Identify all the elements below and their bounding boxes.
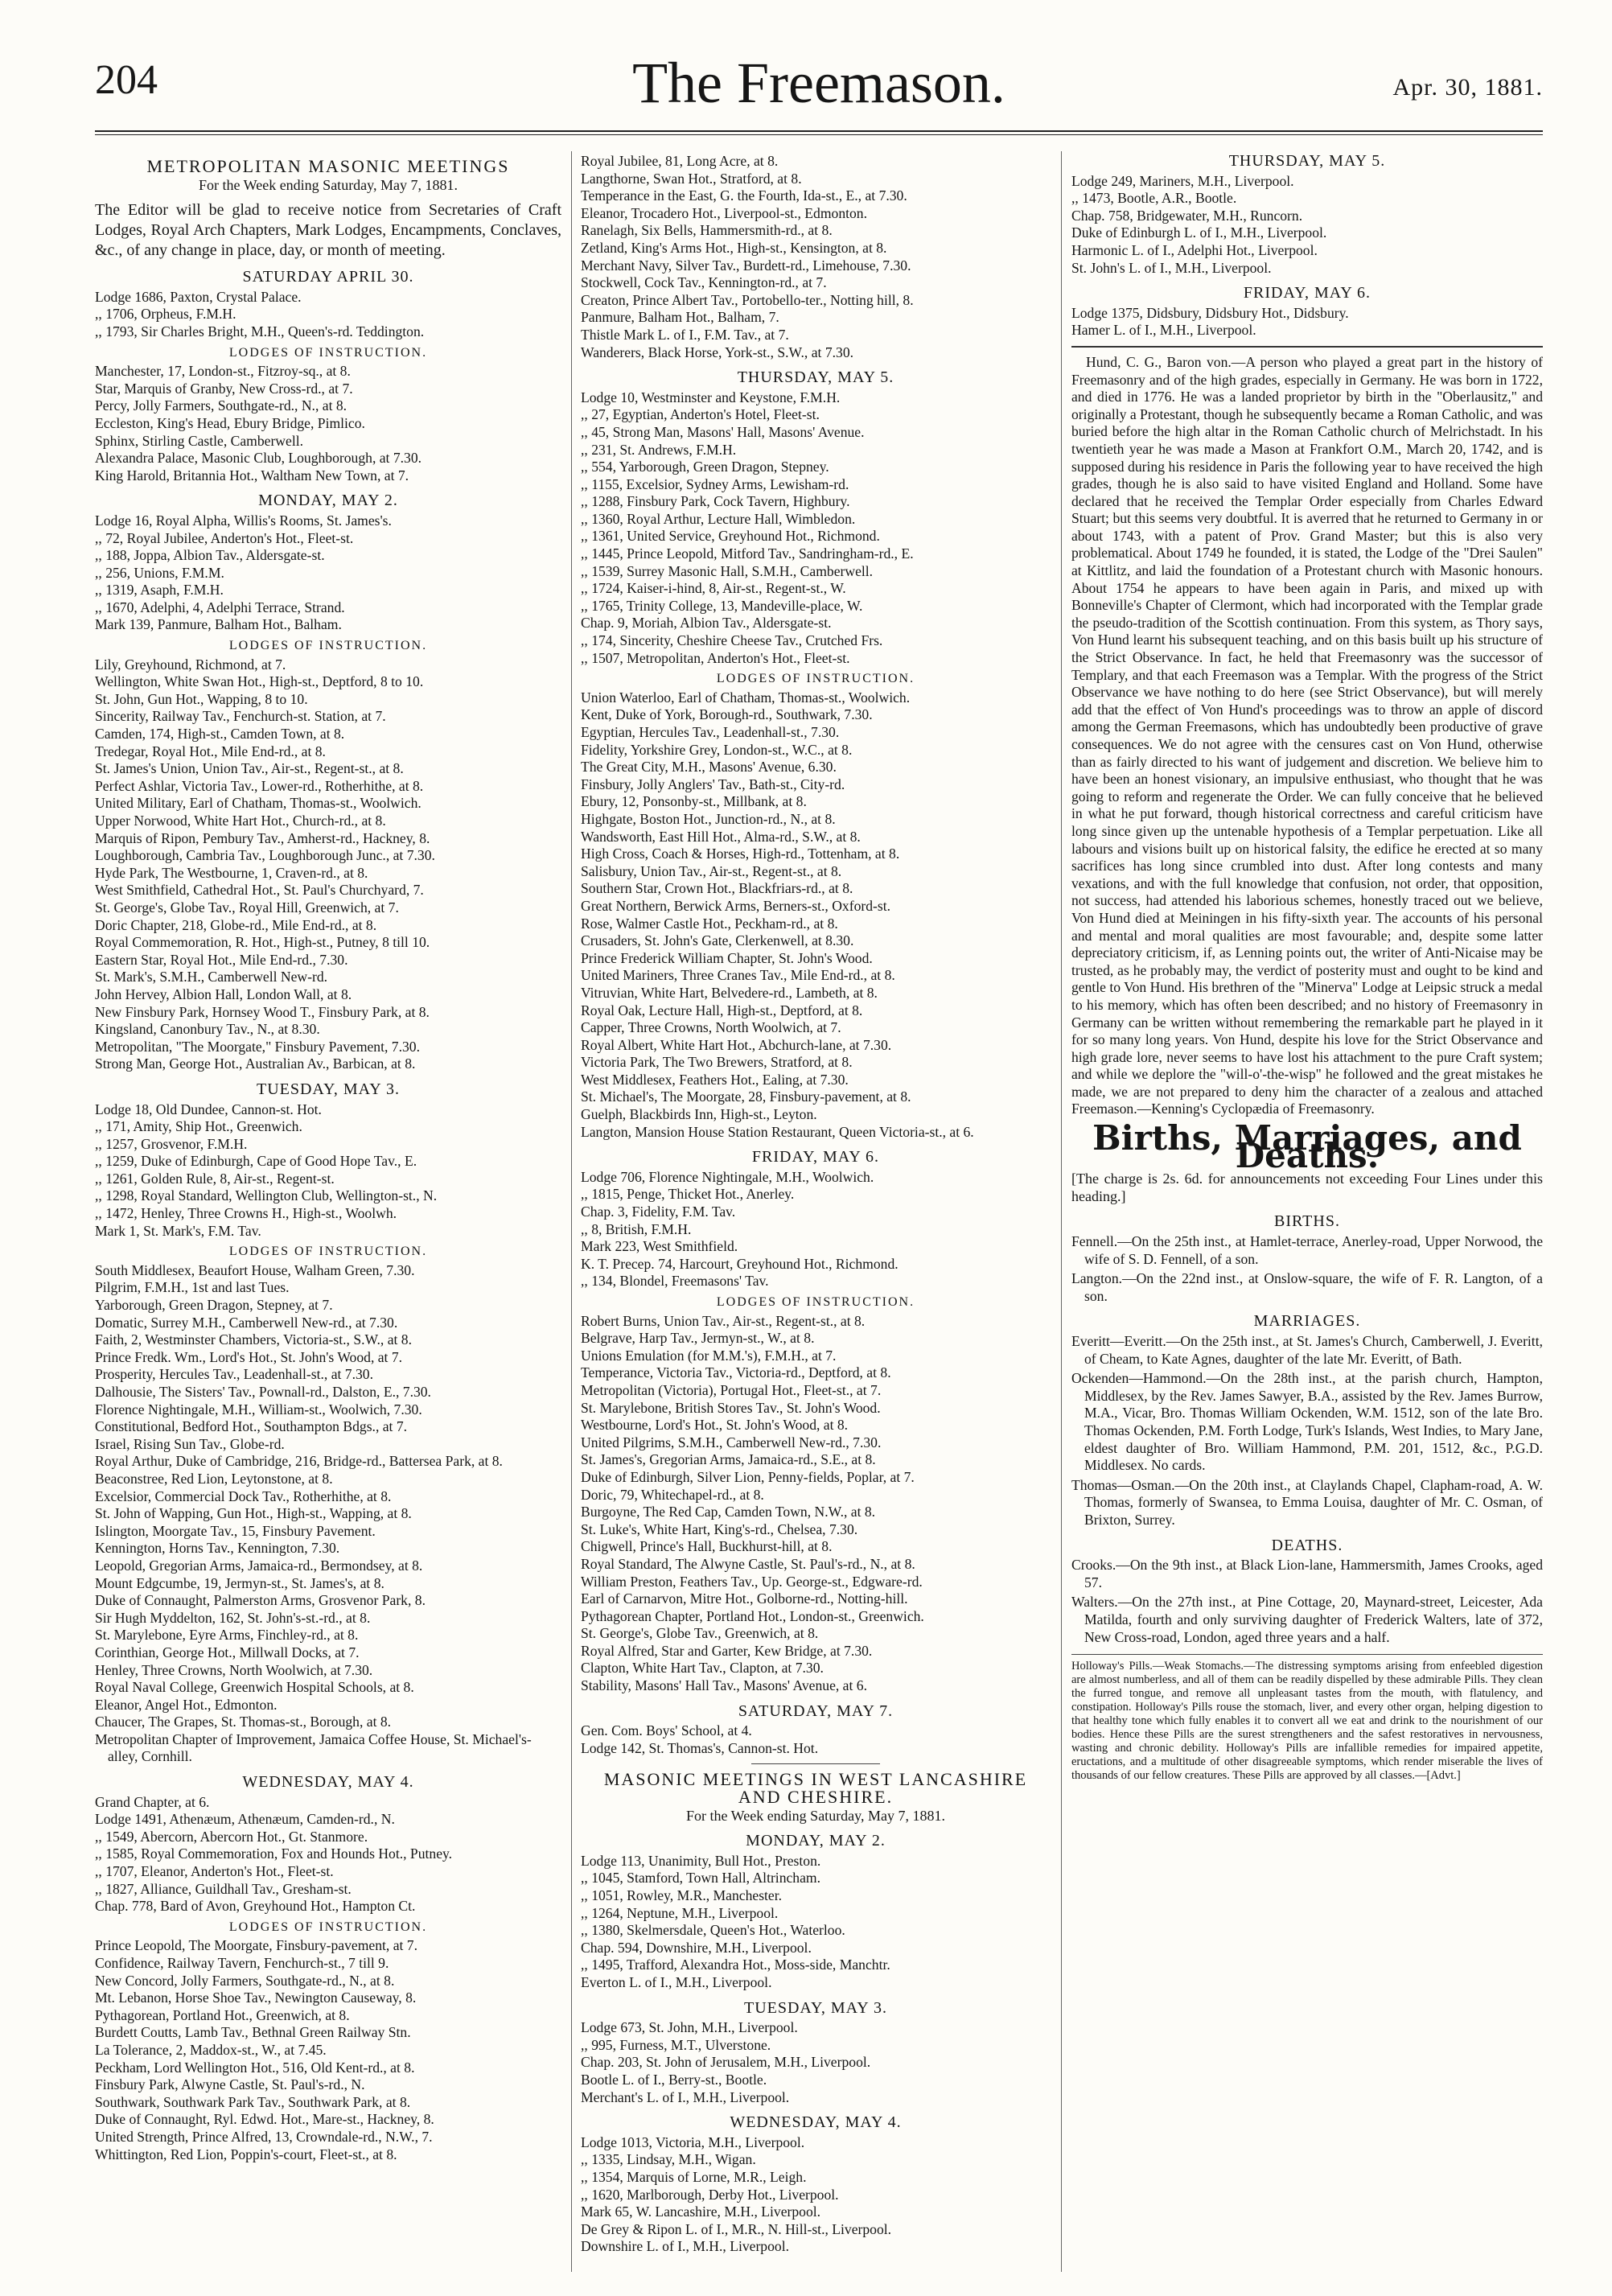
list-item: Lodge 673, St. John, M.H., Liverpool. <box>581 2019 798 2036</box>
list-item: Fidelity, Yorkshire Grey, London-st., W.C., at 8. <box>581 741 853 758</box>
list-item: Corinthian, George Hot., Millwall Docks, at 7. <box>95 1644 360 1660</box>
list-item: Constitutional, Bedford Hot., Southampton Bdgs., at 7. <box>95 1418 408 1435</box>
list-item: United Pilgrims, S.M.H., Camberwell New-rd., 7.30. <box>581 1434 882 1450</box>
list-item: Beaconstree, Red Lion, Leytonstone, at 8. <box>95 1470 333 1487</box>
list-item: Camden, 174, High-st., Camden Town, at 8. <box>95 726 345 743</box>
list-item: ,, 1264, Neptune, M.H., Liverpool. <box>581 1904 779 1921</box>
list-item: Zetland, King's Arms Hot., High-st., Kensington, at 8. <box>581 239 887 256</box>
list-item: Faith, 2, Westminster Chambers, Victoria-st., S.W., at 8. <box>95 1331 413 1348</box>
loi-heading: LODGES OF INSTRUCTION. <box>716 1295 915 1309</box>
list-item: ,, 1380, Skelmersdale, Queen's Hot., Waterloo. <box>581 1922 845 1939</box>
marriages-list <box>1071 1333 1543 1529</box>
list-item: Wellington, White Swan Hot., High-st., Deptford, 8 to 10. <box>95 673 424 690</box>
loi-heading: LODGES OF INSTRUCTION. <box>716 672 915 686</box>
article-von-hund: Hund, C. G., Baron von.—A person who played a great part in the history of Freemasonry and of the high grades, especially in Germany. He was born in 1722, and died in 1776. He was a landed proprietor by birth in the "Oberlausitz," and originally a Protestant, though he subsequently became a Roman Catholic, and was buried before the high altar in the Roman Catholic church of Melrichstadt. In his twentieth year he was made a Mason at Frankfort O.M., March 20, 1742, and is supposed during his residence in Paris the following year to have received the high grades, though he is also said to have visited England and Holland. Some have declared that he received the Templar Order especially from Charles Edward Stuart; but this seems very doubtful. It is averred that he returned to Germany in or about 1743, with a patent of Prov. Grand Master; but this is also very problematical. About 1749 he founded, it is stated, the Lodge of the "Drei Saulen" at Kittlitz, and laid the foundation of a Protestant church with Masonic honours. About 1754 he appears to have been again in Paris, and mixed up with Bonneville's Chapter of Clermont, which had incorporated with the Templar grade the pseudo-tradition of the Scottish continuation. From this system, as Thory says, Von Hund learnt his subsequent teaching, and on this basis built up his structure of the Strict Observance. In fact, he held that Freemasonry was the successor of Templary, and that each Freemason was a Templar. With the progress of the Strict Observance we have nothing to do here (see Strict Observance), but will merely add that the effect of Von Hund's proceedings was to throw an apple of discord among the German Freemasons, which has undoubtedly been productive of grave consequences. We do not agree with the censures cast on Von Hund, otherwise than as fairly directed to his want of judgement and discretion. We believe him to have been an honest visionary, an impulsive enthusiast, who thought that he was going to reform and regenerate the Order. We can fully conceive that he believed in what he put forward, though historical correctness and careful criticism have long since given up the untenable hypothesis of a Templar perpetuation. Like all labours and visions built up on historical falsity, the edifice he erected at so many sacrifices has long since crumbled into dust. After long contests and many vexations, and with the full knowledge that confusion, not order, that opposition, not success, had attended his laborious schemes, honestly traced out we believe, Von Hund died at Meiningen in his fifty-sixth year. The accounts of his personal and mental and moral qualities are most favourable; and, despite some latter depreciatory criticism, if, as Lenning points out, the writer of Anti-Nicaise may be trusted, as he probably may, the verdict of posterity must and ought to be kind and gentle to Von Hund. His brethren of the "Minerva" Lodge at Leipsic struck a medal to his memory, which has often been described; and no history of Freemasonry in Germany can be written without remembering the remarkable part he played in it for so many long years. Von Hund, despite his love for the Strict Observance and high grade lore, never seems to have lost his attachment to the pure Craft system; and while we deplore the "will-o'-the-wisp" he followed and the great mistakes he made, we are not prepared to deny him the character of a zealous and attached Freemason.—Kenning's Cyclopædia of Freemasonry. <box>1071 353 1543 1117</box>
list-item: ,, 1765, Trinity College, 13, Mandeville-place, W. <box>581 597 863 614</box>
list-item: Duke of Edinburgh, Silver Lion, Penny-fields, Poplar, at 7. <box>581 1468 915 1485</box>
column-2 <box>581 153 1051 2256</box>
list-item: Loughborough, Cambria Tav., Loughborough Junc., at 7.30. <box>95 847 435 864</box>
list-item: Chap. 594, Downshire, M.H., Liverpool. <box>581 1939 812 1956</box>
loi-heading: LODGES OF INSTRUCTION. <box>228 345 428 360</box>
list-item: King Harold, Britannia Hot., Waltham New Town, at 7. <box>95 467 409 483</box>
list-item: Ebury, 12, Ponsonby-st., Millbank, at 8. <box>581 793 807 810</box>
list-item: Downshire L. of I., M.H., Liverpool. <box>581 2238 789 2255</box>
list-item: Tredegar, Royal Hot., Mile End-rd., at 8. <box>95 743 326 759</box>
list-item: Metropolitan, "The Moorgate," Finsbury Pavement, 7.30. <box>95 1038 420 1055</box>
list-item: ,, 1051, Rowley, M.R., Manchester. <box>581 1887 783 1903</box>
list-item: Finsbury Park, Alwyne Castle, St. Paul's-rd., N. <box>95 2076 365 2093</box>
list-item: Pythagorean, Portland Hot., Greenwich, at 8. <box>95 2006 350 2023</box>
list-item: ,, 171, Amity, Ship Hot., Greenwich. <box>95 1118 302 1135</box>
list-item: ,, 188, Joppa, Albion Tav., Aldersgate-st. <box>95 547 325 564</box>
list-item: Merchant's L. of I., M.H., Liverpool. <box>581 2088 790 2105</box>
loi-list <box>581 689 1051 1141</box>
list-item: ,, 256, Unions, F.M.M. <box>95 564 224 581</box>
list-item: St. Marylebone, Eyre Arms, Finchley-rd., at 8. <box>95 1627 359 1644</box>
list-item: ,, 1670, Adelphi, 4, Adelphi Terrace, Strand. <box>95 599 345 615</box>
list-item: Eccleston, King's Head, Ebury Bridge, Pimlico. <box>95 414 365 431</box>
list-item: ,, 174, Sincerity, Cheshire Cheese Tav., Crutched Frs. <box>581 632 883 649</box>
list-item: Peckham, Lord Wellington Hot., 516, Old Kent-rd., at 8. <box>95 2059 415 2076</box>
section-subheading: For the Week ending Saturday, May 7, 1881. <box>686 1807 945 1824</box>
list-item: Temperance, Victoria Tav., Victoria-rd., Deptford, at 8. <box>581 1364 891 1381</box>
list-item: ,, 1261, Golden Rule, 8, Air-st., Regent-st. <box>95 1170 335 1187</box>
list-item: Crusaders, St. John's Gate, Clerkenwell, at 8.30. <box>581 932 854 949</box>
list-item: Doric, 79, Whitechapel-rd., at 8. <box>581 1486 764 1503</box>
list-item: Chaucer, The Grapes, St. Thomas-st., Borough, at 8. <box>95 1714 392 1730</box>
list-item: Everton L. of I., M.H., Liverpool. <box>581 1973 772 1990</box>
list-item: ,, 1620, Marlborough, Derby Hot., Liverpool. <box>581 2186 839 2203</box>
list-item: Prince Leopold, The Moorgate, Finsbury-pavement, at 7. <box>95 1937 417 1954</box>
lodge-list <box>1071 305 1543 339</box>
list-item: West Middlesex, Feathers Hot., Ealing, at 7.30. <box>581 1071 849 1088</box>
list-item: Grand Chapter, at 6. <box>95 1793 210 1810</box>
list-item: St. Michael's, The Moorgate, 28, Finsbury-pavement, at 8. <box>581 1088 911 1105</box>
day-heading: WEDNESDAY, MAY 4. <box>730 2113 902 2132</box>
lodge-list <box>95 1794 561 1915</box>
page-number: 204 <box>95 57 158 103</box>
lodge-list <box>95 512 561 634</box>
section-subheading: For the Week ending Saturday, May 7, 1881. <box>199 176 458 193</box>
list-item: Kennington, Horns Tav., Kennington, 7.30. <box>95 1540 340 1557</box>
lodge-list <box>95 1101 561 1241</box>
list-item: Langton.—On the 22nd inst., at Onslow-square, the wife of F. R. Langton, of a son. <box>1071 1270 1543 1304</box>
list-item: Rose, Walmer Castle Hot., Peckham-rd., at 8. <box>581 915 838 932</box>
list-item: Metropolitan Chapter of Improvement, Jamaica Coffee House, St. Michael's-alley, Cornhill. <box>95 1730 532 1765</box>
list-item: Chap. 9, Moriah, Albion Tav., Aldersgate-st. <box>581 615 832 632</box>
list-item: ,, 1472, Henley, Three Crowns H., High-st., Woolwh. <box>95 1205 397 1222</box>
list-item: ,, 1155, Excelsior, Sydney Arms, Lewisham-rd. <box>581 475 849 492</box>
list-item: Metropolitan (Victoria), Portugal Hot., Fleet-st., at 7. <box>581 1381 882 1398</box>
list-item: Clapton, White Hart Tav., Clapton, at 7.30. <box>581 1660 824 1677</box>
list-item: Wanderers, Black Horse, York-st., S.W., at 7.30. <box>581 344 854 360</box>
list-item: St. George's, Globe Tav., Greenwich, at 8. <box>581 1625 819 1642</box>
list-item: Stockwell, Cock Tav., Kennington-rd., at 7. <box>581 274 827 291</box>
list-item: Thistle Mark L. of I., F.M. Tav., at 7. <box>581 326 789 343</box>
list-item: Dalhousie, The Sisters' Tav., Pownall-rd., Dalston, E., 7.30. <box>95 1384 431 1400</box>
list-item: St. Mark's, S.M.H., Camberwell New-rd. <box>95 969 328 985</box>
list-item: Harmonic L. of I., Adelphi Hot., Liverpool. <box>1071 241 1318 258</box>
list-item: Doric Chapter, 218, Globe-rd., Mile End-rd., at 8. <box>95 916 377 933</box>
list-item: Victoria Park, The Two Brewers, Stratford, at 8. <box>581 1054 853 1071</box>
column-rule-1 <box>571 151 572 2272</box>
column-3 <box>1071 153 1543 1783</box>
list-item: Capper, Three Crowns, North Woolwich, at 7. <box>581 1019 841 1036</box>
list-item: Pythagorean Chapter, Portland Hot., London-st., Greenwich. <box>581 1607 924 1624</box>
list-item: West Smithfield, Cathedral Hot., St. Paul's Churchyard, 7. <box>95 882 424 899</box>
list-item: Everitt—Everitt.—On the 25th inst., at St. James's Church, Camberwell, J. Everitt, of Cheam, to Kate Agnes, daughter of the late Mr. Everitt, of Bath. <box>1071 1333 1543 1367</box>
list-item: Lodge 1013, Victoria, M.H., Liverpool. <box>581 2133 805 2150</box>
section-heading: MASONIC MEETINGS IN WEST LANCASHIRE AND CHESHIRE. <box>603 1769 1028 1808</box>
editor-notice: The Editor will be glad to receive notice from Secretaries of Craft Lodges, Royal Arch Chapters, Mark Lodges, Encampments, Conclaves, &c., of any change in place, day, or month of meeting. <box>95 201 561 260</box>
list-item: Panmure, Balham Hot., Balham, 7. <box>581 309 779 326</box>
loi-list <box>581 1313 1051 1695</box>
list-item: ,, 1259, Duke of Edinburgh, Cape of Good Hope Tav., E. <box>95 1153 417 1170</box>
list-item: Burdett Coutts, Lamb Tav., Bethnal Green Railway Stn. <box>95 2024 411 2041</box>
day-heading: TUESDAY, MAY 3. <box>743 1998 887 2017</box>
loi-list <box>95 1262 561 1766</box>
list-item: ,, 1585, Royal Commemoration, Fox and Hounds Hot., Putney. <box>95 1845 453 1862</box>
list-item: South Middlesex, Beaufort House, Walham Green, 7.30. <box>95 1261 415 1278</box>
list-item: ,, 995, Furness, M.T., Ulverstone. <box>581 2036 771 2053</box>
list-item: Hyde Park, The Westbourne, 1, Craven-rd., at 8. <box>95 864 368 881</box>
list-item: ,, 1257, Grosvenor, F.M.H. <box>95 1135 248 1152</box>
list-item: Chap. 3, Fidelity, F.M. Tav. <box>581 1204 736 1220</box>
list-item: Lodge 706, Florence Nightingale, M.H., Woolwich. <box>581 1168 874 1185</box>
list-item: Yarborough, Green Dragon, Stepney, at 7. <box>95 1297 333 1314</box>
list-item: Kingsland, Canonbury Tav., N., at 8.30. <box>95 1021 320 1038</box>
list-item: Lodge 10, Westminster and Keystone, F.M.H. <box>581 389 841 405</box>
list-item: Prince Frederick William Chapter, St. John's Wood. <box>581 949 873 966</box>
births-heading: BIRTHS. <box>1274 1212 1340 1231</box>
list-item: Manchester, 17, London-st., Fitzroy-sq., at 8. <box>95 363 351 380</box>
list-item: Eleanor, Trocadero Hot., Liverpool-st., Edmonton. <box>581 204 867 221</box>
list-item: Sphinx, Stirling Castle, Camberwell. <box>95 432 304 449</box>
list-item: Unions Emulation (for M.M.'s), F.M.H., at 7. <box>581 1347 837 1364</box>
list-item: ,, 1298, Royal Standard, Wellington Club, Wellington-st., N. <box>95 1187 438 1204</box>
list-item: Lodge 113, Unanimity, Bull Hot., Preston. <box>581 1852 821 1869</box>
list-item: ,, 1724, Kaiser-i-hind, 8, Air-st., Regent-st., W. <box>581 580 846 597</box>
day-heading: THURSDAY, MAY 5. <box>737 368 894 387</box>
list-item: Hamer L. of I., M.H., Liverpool. <box>1071 322 1256 339</box>
list-item: St. John, Gun Hot., Wapping, 8 to 10. <box>95 690 308 707</box>
list-item: John Hervey, Albion Hall, London Wall, at 8. <box>95 985 352 1002</box>
list-item: ,, 1793, Sir Charles Bright, M.H., Queen's-rd. Teddington. <box>95 323 425 339</box>
list-item: Perfect Ashlar, Victoria Tav., Lower-rd., Rotherhithe, at 8. <box>95 777 424 794</box>
lodge-list <box>581 2134 1051 2256</box>
list-item: Crooks.—On the 9th inst., at Black Lion-lane, Hammersmith, James Crooks, aged 57. <box>1071 1557 1543 1590</box>
list-item: Southern Star, Crown Hot., Blackfriars-rd., at 8. <box>581 880 853 897</box>
lodge-list <box>581 389 1051 668</box>
list-item: ,, 231, St. Andrews, F.M.H. <box>581 441 737 458</box>
list-item: Henley, Three Crowns, North Woolwich, at 7.30. <box>95 1661 373 1678</box>
section-separator <box>751 1763 880 1764</box>
list-item: Mark 223, West Smithfield. <box>581 1238 738 1255</box>
loi-list <box>581 153 1051 361</box>
list-item: ,, 134, Blondel, Freemasons' Tav. <box>581 1273 769 1290</box>
marriages-heading: MARRIAGES. <box>1253 1312 1361 1331</box>
list-item: Langthorne, Swan Hot., Stratford, at 8. <box>581 170 802 187</box>
lodge-list <box>1071 173 1543 278</box>
list-item: Israel, Rising Sun Tav., Globe-rd. <box>95 1435 285 1452</box>
list-item: ,, 1354, Marquis of Lorne, M.R., Leigh. <box>581 2168 807 2185</box>
list-item: Marquis of Ripon, Pembury Tav., Amherst-rd., Hackney, 8. <box>95 829 430 846</box>
column-rule-2 <box>1061 151 1062 2272</box>
births-list <box>1071 1233 1543 1305</box>
list-item: Vitruvian, White Hart, Belvedere-rd., Lambeth, at 8. <box>581 984 878 1001</box>
section-heading: METROPOLITAN MASONIC MEETINGS <box>146 156 510 176</box>
list-item: United Military, Earl of Chatham, Thomas-st., Woolwich. <box>95 795 422 812</box>
list-item: Merchant Navy, Silver Tav., Burdett-rd., Limehouse, 7.30. <box>581 257 911 274</box>
list-item: Lodge 142, St. Thomas's, Cannon-st. Hot. <box>581 1739 819 1756</box>
list-item: ,, 1706, Orpheus, F.M.H. <box>95 306 236 323</box>
lodge-list <box>581 2019 1051 2106</box>
list-item: Chap. 778, Bard of Avon, Greyhound Hot., Hampton Ct. <box>95 1898 416 1915</box>
list-item: ,, 1361, United Service, Greyhound Hot., Richmond. <box>581 528 880 545</box>
list-item: Chap. 203, St. John of Jerusalem, M.H., Liverpool. <box>581 2054 871 2071</box>
list-item: High Cross, Coach & Horses, High-rd., Tottenham, at 8. <box>581 846 900 862</box>
list-item: Duke of Edinburgh L. of I., M.H., Liverpool. <box>1071 224 1327 241</box>
lodge-list <box>581 1169 1051 1290</box>
list-item: United Strength, Prince Alfred, 13, Crowndale-rd., N.W., 7. <box>95 2128 433 2145</box>
list-item: ,, 1827, Alliance, Guildhall Tav., Gresham-st. <box>95 1880 352 1897</box>
list-item: Fennell.—On the 25th inst., at Hamlet-terrace, Anerley-road, Upper Norwood, the wife of S. D. Fennell, of a son. <box>1071 1233 1543 1267</box>
list-item: Eastern Star, Royal Hot., Mile End-rd., 7.30. <box>95 951 348 968</box>
list-item: Royal Arthur, Duke of Cambridge, 216, Bridge-rd., Battersea Park, at 8. <box>95 1453 503 1470</box>
loi-list <box>95 656 561 1073</box>
issue-date: Apr. 30, 1881. <box>1392 74 1543 101</box>
list-item: New Finsbury Park, Hornsey Wood T., Finsbury Park, at 8. <box>95 1003 430 1020</box>
list-item: ,, 1473, Bootle, A.R., Bootle. <box>1071 190 1237 207</box>
day-heading: SATURDAY APRIL 30. <box>242 268 414 286</box>
masthead-rule-thin <box>95 134 1543 135</box>
list-item: United Mariners, Three Cranes Tav., Mile End-rd., at 8. <box>581 967 895 984</box>
list-item: Robert Burns, Union Tav., Air-st., Regent-st., at 8. <box>581 1312 866 1329</box>
list-item: Royal Naval College, Greenwich Hospital Schools, at 8. <box>95 1679 414 1696</box>
list-item: Royal Standard, The Alwyne Castle, St. Paul's-rd., N., at 8. <box>581 1555 915 1572</box>
list-item: Mark 1, St. Mark's, F.M. Tav. <box>95 1222 261 1239</box>
day-heading: SATURDAY, MAY 7. <box>738 1701 894 1720</box>
list-item: Earl of Carnarvon, Mitre Hot., Golborne-rd., Notting-hill. <box>581 1590 908 1607</box>
list-item: St. Luke's, White Hart, King's-rd., Chelsea, 7.30. <box>581 1520 858 1537</box>
list-item: Royal Oak, Lecture Hall, High-st., Deptford, at 8. <box>581 1002 863 1018</box>
list-item: Mark 139, Panmure, Balham Hot., Balham. <box>95 616 342 633</box>
list-item: ,, 1288, Finsbury Park, Cock Tavern, Highbury. <box>581 493 850 510</box>
list-item: St. James's, Gregorian Arms, Jamaica-rd., S.E., at 8. <box>581 1451 876 1468</box>
list-item: Islington, Moorgate Tav., 15, Finsbury Pavement. <box>95 1522 376 1539</box>
list-item: Royal Commemoration, R. Hot., High-st., Putney, 8 till 10. <box>95 934 430 951</box>
loi-list <box>95 363 561 484</box>
list-item: ,, 1507, Metropolitan, Anderton's Hot., Fleet-st. <box>581 649 850 666</box>
list-item: Prosperity, Hercules Tav., Leadenhall-st., at 7.30. <box>95 1366 373 1383</box>
list-item: Belgrave, Harp Tav., Jermyn-st., W., at 8. <box>581 1330 815 1347</box>
section-separator <box>1071 346 1543 348</box>
list-item: The Great City, M.H., Masons' Avenue, 6.30. <box>581 759 837 776</box>
list-item: Chap. 758, Bridgewater, M.H., Runcorn. <box>1071 207 1303 224</box>
bmd-charge-note: [The charge is 2s. 6d. for announcements not exceeding Four Lines under this heading.] <box>1071 1171 1543 1204</box>
list-item: ,, 554, Yarborough, Green Dragon, Stepney. <box>581 459 829 475</box>
list-item: Westbourne, Lord's Hot., St. John's Wood, at 8. <box>581 1417 849 1434</box>
day-heading: MONDAY, MAY 2. <box>258 492 398 510</box>
list-item: Domatic, Surrey M.H., Camberwell New-rd., at 7.30. <box>95 1314 398 1331</box>
loi-list <box>95 1937 561 2163</box>
list-item: Wandsworth, East Hill Hot., Alma-rd., S.W., at 8. <box>581 828 861 845</box>
list-item: Star, Marquis of Granby, New Cross-rd., at 7. <box>95 380 353 397</box>
list-item: ,, 1815, Penge, Thicket Hot., Anerley. <box>581 1186 795 1203</box>
list-item: Thomas—Osman.—On the 20th inst., at Claylands Chapel, Clapham-road, A. W. Thomas, formerly of Swansea, to Emma Louisa, daughter of Mr. C. Osman, of Brixton, Surrey. <box>1071 1476 1543 1528</box>
list-item: Lodge 1375, Didsbury, Didsbury Hot., Didsbury. <box>1071 304 1349 321</box>
list-item: Confidence, Railway Tavern, Fenchurch-st., 7 till 9. <box>95 1955 389 1971</box>
day-heading: FRIDAY, MAY 6. <box>1243 284 1371 302</box>
loi-heading: LODGES OF INSTRUCTION. <box>228 1245 428 1259</box>
paper-title: The Freemason. <box>632 51 1005 115</box>
day-heading: FRIDAY, MAY 6. <box>751 1148 880 1167</box>
list-item: Great Northern, Berwick Arms, Berners-st., Oxford-st. <box>581 897 891 914</box>
list-item: Guelph, Blackbirds Inn, High-st., Leyton. <box>581 1106 817 1123</box>
list-item: Salisbury, Union Tav., Air-st., Regent-st., at 8. <box>581 862 842 879</box>
list-item: Langton, Mansion House Station Restaurant, Queen Victoria-st., at 6. <box>581 1123 974 1140</box>
list-item: Royal Jubilee, 81, Long Acre, at 8. <box>581 153 779 169</box>
list-item: Lodge 249, Mariners, M.H., Liverpool. <box>1071 172 1294 189</box>
list-item: St. James's Union, Union Tav., Air-st., Regent-st., at 8. <box>95 760 404 777</box>
list-item: ,, 1495, Trafford, Alexandra Hot., Moss-side, Manchtr. <box>581 1957 890 1973</box>
list-item: ,, 1360, Royal Arthur, Lecture Hall, Wimbledon. <box>581 510 856 527</box>
list-item: La Tolerance, 2, Maddox-st., W., at 7.45. <box>95 2041 327 2058</box>
lodge-list <box>581 1853 1051 1992</box>
list-item: St. George's, Globe Tav., Royal Hill, Greenwich, at 7. <box>95 899 399 916</box>
list-item: Percy, Jolly Farmers, Southgate-rd., N., at 8. <box>95 397 347 414</box>
list-item: Alexandra Palace, Masonic Club, Loughborough, at 7.30. <box>95 450 422 467</box>
list-item: Highgate, Boston Hot., Junction-rd., N., at 8. <box>581 810 836 827</box>
list-item: Temperance in the East, G. the Fourth, Ida-st., E., at 7.30. <box>581 187 907 204</box>
list-item: Ranelagh, Six Bells, Hammersmith-rd., at 8. <box>581 222 833 239</box>
list-item: Lodge 16, Royal Alpha, Willis's Rooms, St. James's. <box>95 512 392 529</box>
list-item: Florence Nightingale, M.H., William-st., Woolwich, 7.30. <box>95 1401 422 1418</box>
list-item: Southwark, Southwark Park Tav., Southwark Park, at 8. <box>95 2093 411 2110</box>
list-item: Lily, Greyhound, Richmond, at 7. <box>95 656 286 673</box>
list-item: Upper Norwood, White Hart Hot., Church-rd., at 8. <box>95 813 386 829</box>
list-item: Lodge 18, Old Dundee, Cannon-st. Hot. <box>95 1101 322 1117</box>
list-item: William Preston, Feathers Tav., Up. George-st., Edgware-rd. <box>581 1573 923 1590</box>
day-heading: THURSDAY, MAY 5. <box>1228 152 1386 170</box>
masthead-rule <box>95 130 1543 132</box>
list-item: Mark 65, W. Lancashire, M.H., Liverpool. <box>581 2203 821 2220</box>
list-item: ,, 8, British, F.M.H. <box>581 1220 692 1237</box>
list-item: Stability, Masons' Hall Tav., Masons' Avenue, at 6. <box>581 1677 867 1694</box>
list-item: Pilgrim, F.M.H., 1st and last Tues. <box>95 1279 290 1296</box>
list-item: Burgoyne, The Red Cap, Camden Town, N.W., at 8. <box>581 1504 876 1520</box>
list-item: De Grey & Ripon L. of I., M.R., N. Hill-st., Liverpool. <box>581 2220 892 2237</box>
list-item: New Concord, Jolly Farmers, Southgate-rd., N., at 8. <box>95 1972 395 1989</box>
list-item: Chigwell, Prince's Hall, Buckhurst-hill, at 8. <box>581 1538 833 1555</box>
list-item: Whittington, Red Lion, Poppin's-court, Fleet-st., at 8. <box>95 2146 397 2162</box>
list-item: St. John's L. of I., M.H., Liverpool. <box>1071 259 1272 276</box>
list-item: Eleanor, Angel Hot., Edmonton. <box>95 1696 278 1713</box>
list-item: ,, 1539, Surrey Masonic Hall, S.M.H., Camberwell. <box>581 562 874 579</box>
deaths-heading: DEATHS. <box>1271 1536 1343 1554</box>
list-item: Royal Alfred, Star and Garter, Kew Bridge, at 7.30. <box>581 1642 873 1659</box>
list-item: ,, 1707, Eleanor, Anderton's Hot., Fleet-st. <box>95 1863 334 1880</box>
list-item: Mt. Lebanon, Horse Shoe Tav., Newington Causeway, 8. <box>95 1989 417 2006</box>
list-item: Duke of Connaught, Ryl. Edwd. Hot., Mare-st., Hackney, 8. <box>95 2111 434 2128</box>
lodge-list <box>581 1722 1051 1757</box>
column-1 <box>95 153 561 2163</box>
deaths-list <box>1071 1557 1543 1646</box>
loi-heading: LODGES OF INSTRUCTION. <box>228 1920 428 1934</box>
list-item: Leopold, Gregorian Arms, Jamaica-rd., Bermondsey, at 8. <box>95 1557 423 1574</box>
list-item: ,, 45, Strong Man, Masons' Hall, Masons' Avenue. <box>581 423 865 440</box>
list-item: Excelsior, Commercial Dock Tav., Rotherhithe, at 8. <box>95 1487 392 1504</box>
list-item: Creaton, Prince Albert Tav., Portobello-ter., Notting hill, 8. <box>581 291 914 308</box>
list-item: Mount Edgcumbe, 19, Jermyn-st., St. James's, at 8. <box>95 1574 384 1591</box>
lodge-list <box>95 289 561 341</box>
list-item: Sir Hugh Myddelton, 162, St. John's-st.-rd., at 8. <box>95 1609 371 1626</box>
loi-heading: LODGES OF INSTRUCTION. <box>228 639 428 653</box>
list-item: Lodge 1686, Paxton, Crystal Palace. <box>95 288 302 305</box>
list-item: Ockenden—Hammond.—On the 28th inst., at the parish church, Hampton, Middlesex, by the Rev. James Sawyer, B.A., assisted by the Rev. James Burrow, M.A., Vicar, Bro. Thomas William Ockenden, W.M. 1512, son of the late Bro. Thomas Ockenden, P.M. Forth Lodge, Turk's Islands, West Indies, to Mary Jane, eldest daughter of Bro. William Hammond, P.M. 201, 1512, &c., P.G.D. Middlesex. No cards. <box>1071 1370 1543 1474</box>
list-item: Royal Albert, White Hart Hot., Abchurch-lane, at 7.30. <box>581 1036 892 1053</box>
list-item: Bootle L. of I., Berry-st., Bootle. <box>581 2071 767 2088</box>
list-item: ,, 72, Royal Jubilee, Anderton's Hot., Fleet-st. <box>95 529 354 546</box>
list-item: ,, 1549, Abercorn, Abercorn Hot., Gt. Stanmore. <box>95 1828 368 1845</box>
list-item: ,, 1045, Stamford, Town Hall, Altrincham. <box>581 1870 820 1887</box>
list-item: Union Waterloo, Earl of Chatham, Thomas-st., Woolwich. <box>581 689 911 706</box>
day-heading: MONDAY, MAY 2. <box>746 1832 886 1850</box>
list-item: Finsbury, Jolly Anglers' Tav., Bath-st., City-rd. <box>581 776 845 792</box>
list-item: ,, 1319, Asaph, F.M.H. <box>95 582 224 599</box>
list-item: K. T. Precep. 74, Harcourt, Greyhound Hot., Richmond. <box>581 1255 899 1272</box>
masthead <box>95 51 1543 125</box>
list-item: ,, 27, Egyptian, Anderton's Hotel, Fleet-st. <box>581 406 820 423</box>
list-item: Egyptian, Hercules Tav., Leadenhall-st., 7.30. <box>581 724 840 740</box>
list-item: Strong Man, George Hot., Australian Av., Barbican, at 8. <box>95 1055 416 1072</box>
list-item: Gen. Com. Boys' School, at 4. <box>581 1722 752 1739</box>
day-heading: WEDNESDAY, MAY 4. <box>242 1773 414 1792</box>
day-heading: TUESDAY, MAY 3. <box>256 1080 400 1098</box>
bmd-heading: Births, Marriages, and Deaths. <box>1092 1118 1522 1175</box>
list-item: St. John of Wapping, Gun Hot., High-st., Wapping, at 8. <box>95 1505 412 1522</box>
list-item: Prince Fredk. Wm., Lord's Hot., St. John's Wood, at 7. <box>95 1348 403 1365</box>
list-item: Walters.—On the 27th inst., at Pine Cottage, 20, Maynard-street, Leicester, Ada Matilda, fourth and only surviving daughter of Frederick Walters, late of 372, New Cross-road, London, aged three years and a half. <box>1071 1594 1543 1645</box>
list-item: Sincerity, Railway Tav., Fenchurch-st. Station, at 7. <box>95 708 386 725</box>
list-item: Lodge 1491, Athenæum, Athenæum, Camden-rd., N. <box>95 1811 395 1828</box>
list-item: St. Marylebone, British Stores Tav., St. John's Wood. <box>581 1399 881 1416</box>
holloway-advert: Holloway's Pills.—Weak Stomachs.—The distressing symptoms arising from enfeebled digestion are almost numberless, and all of them can be readily dispelled by these admirable Pills. They clean the furred tongue, and remove all unpleasant tastes from the mouth, with flatulency, and constipation. Holloway's Pills rouse the stomach, liver, and every other organ, helping digestion to that healthy tone which fully enables it to convert all we eat and drink to the nourishment of our bodies. Hence these Pills are the surest strengtheners and the safest restoratives in nervousness, wasting and chronic debility. Holloway's Pills are infallible remedies for impaired appetite, eructations, and a multitude of other disagreeable symptoms, which render miserable the lives of thousands of our fellow creatures. These Pills are approved by all classes.—[Advt.] <box>1071 1654 1543 1783</box>
list-item: ,, 1445, Prince Leopold, Mitford Tav., Sandringham-rd., E. <box>581 545 914 562</box>
list-item: ,, 1335, Lindsay, M.H., Wigan. <box>581 2151 756 2168</box>
list-item: Duke of Connaught, Palmerston Arms, Grosvenor Park, 8. <box>95 1592 426 1609</box>
list-item: Kent, Duke of York, Borough-rd., Southwark, 7.30. <box>581 706 873 723</box>
newspaper-page <box>95 51 1543 2277</box>
